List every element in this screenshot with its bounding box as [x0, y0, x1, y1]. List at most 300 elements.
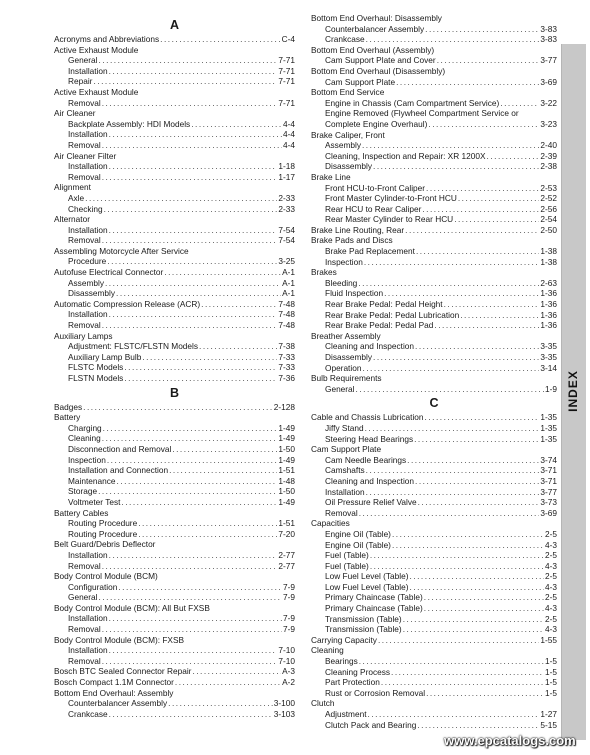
page-reference[interactable]: 1-55: [540, 634, 557, 645]
entry-title: Fuel (Table): [325, 550, 369, 561]
index-subentry[interactable]: [311, 352, 557, 363]
index-subentry[interactable]: [54, 204, 295, 215]
page-reference[interactable]: 7-48: [278, 309, 295, 320]
page-reference[interactable]: 3-22: [540, 97, 557, 108]
page-reference[interactable]: 7-71: [278, 97, 295, 108]
page-reference[interactable]: 3-69: [540, 76, 557, 87]
page-reference[interactable]: 2-39: [540, 150, 557, 161]
entry-title: Part Protection: [325, 677, 380, 688]
page-reference[interactable]: 2-33: [278, 192, 295, 203]
dot-leader: [426, 183, 539, 194]
index-entry[interactable]: [311, 66, 557, 77]
entry-title: Inspection: [68, 454, 106, 465]
entry-title: Brake Line Routing, Rear: [311, 224, 405, 235]
index-subentry[interactable]: [54, 465, 295, 476]
index-subentry[interactable]: [311, 624, 557, 635]
dot-leader: [392, 540, 544, 551]
page-reference[interactable]: 7-48: [278, 320, 295, 331]
page-reference[interactable]: 3-77: [540, 55, 557, 66]
page-reference[interactable]: 7-33: [278, 362, 295, 373]
page-reference[interactable]: 3-83: [540, 34, 557, 45]
index-subentry[interactable]: [311, 108, 557, 119]
index-subentry[interactable]: [311, 561, 557, 572]
dot-leader: [458, 193, 540, 204]
index-subentry[interactable]: [311, 688, 557, 699]
page-reference[interactable]: 4-3: [545, 560, 557, 571]
dot-leader: [124, 373, 277, 384]
page-reference[interactable]: C-4: [281, 34, 295, 44]
dot-leader: [437, 55, 540, 66]
index-subentry[interactable]: [311, 320, 557, 331]
index-entry[interactable]: [311, 13, 557, 24]
entry-title: Counterbalancer Assembly: [68, 698, 168, 709]
entry-title: Routing Procedure: [68, 528, 138, 539]
index-entry[interactable]: [311, 444, 557, 455]
index-subentry[interactable]: [311, 455, 557, 466]
page-reference[interactable]: 1-49: [278, 496, 295, 507]
entry-title: Jiffy Stand: [325, 422, 364, 433]
index-subentry[interactable]: [311, 476, 557, 487]
index-subentry[interactable]: [54, 278, 295, 289]
page-reference[interactable]: 2-63: [540, 277, 557, 288]
index-subentry[interactable]: [54, 529, 295, 540]
page-reference[interactable]: 1-5: [545, 656, 557, 667]
page-reference[interactable]: 4-4: [283, 129, 295, 140]
index-tab-label: [560, 366, 586, 416]
entry-title: Rear Brake Pedal: Pedal Lubrication: [325, 309, 460, 320]
page-reference[interactable]: 2-5: [545, 550, 557, 561]
page-reference[interactable]: 1-36: [540, 299, 557, 310]
page-reference[interactable]: 1-36: [540, 288, 557, 299]
index-subentry[interactable]: [311, 497, 557, 508]
index-entry[interactable]: [311, 45, 557, 56]
index-subentry[interactable]: [311, 603, 557, 614]
dot-leader: [164, 267, 281, 278]
index-subentry[interactable]: [311, 77, 557, 88]
dot-leader: [109, 709, 273, 720]
entry-title: Body Control Module (BCM): [54, 571, 158, 582]
index-entry[interactable]: [54, 34, 295, 45]
index-subentry[interactable]: [54, 497, 295, 508]
entry-title: Cleaning, Inspection and Repair: XR 1200X: [325, 150, 486, 161]
index-subentry[interactable]: [54, 433, 295, 444]
page-reference[interactable]: 1-38: [540, 246, 557, 257]
page-reference[interactable]: 2-40: [540, 140, 557, 151]
index-subentry[interactable]: [54, 66, 295, 77]
index-entry[interactable]: [54, 267, 295, 278]
index-subentry[interactable]: [311, 423, 557, 434]
entry-title: General: [68, 592, 98, 603]
page-reference[interactable]: A-3: [282, 666, 295, 677]
page-reference[interactable]: 1-48: [278, 475, 295, 486]
index-entry[interactable]: [311, 130, 557, 141]
index-subentry[interactable]: [311, 140, 557, 151]
page-reference[interactable]: 1-18: [278, 161, 295, 172]
index-entry[interactable]: [311, 225, 557, 236]
index-subentry[interactable]: [54, 362, 295, 373]
entry-title: Clutch Pack and Bearing: [325, 719, 417, 730]
index-entry[interactable]: [54, 539, 295, 550]
index-subentry[interactable]: [54, 486, 295, 497]
page-reference[interactable]: 3-23: [540, 118, 557, 129]
index-subentry[interactable]: [311, 183, 557, 194]
index-subentry[interactable]: [54, 320, 295, 331]
page-reference[interactable]: 7-9: [283, 581, 295, 592]
page-reference[interactable]: 2-50: [540, 224, 557, 235]
page-reference[interactable]: 2-128: [273, 401, 295, 412]
page-reference[interactable]: 1-49: [278, 454, 295, 465]
page-reference[interactable]: 3-35: [540, 341, 557, 352]
dot-leader: [444, 299, 540, 310]
index-entry[interactable]: [311, 172, 557, 183]
dot-leader: [365, 423, 540, 434]
page-reference[interactable]: 1-49: [278, 433, 295, 444]
index-subentry[interactable]: [311, 246, 557, 257]
dot-leader: [83, 402, 273, 413]
page-reference[interactable]: 1-27: [540, 709, 557, 719]
index-entry[interactable]: [54, 603, 295, 614]
page-reference[interactable]: 1-35: [540, 433, 557, 444]
index-subentry[interactable]: [311, 656, 557, 667]
page-reference[interactable]: A-2: [282, 677, 295, 688]
page-reference[interactable]: 3-14: [540, 362, 557, 373]
dot-leader: [359, 656, 544, 667]
page-reference[interactable]: 2-56: [540, 203, 557, 214]
page-reference[interactable]: 1-49: [278, 422, 295, 433]
page-reference[interactable]: 2-5: [545, 571, 557, 582]
page-reference[interactable]: 7-20: [278, 528, 295, 539]
page-reference[interactable]: 7-54: [278, 235, 295, 246]
index-subentry[interactable]: [311, 299, 557, 310]
dot-leader: [169, 465, 277, 476]
index-subentry[interactable]: [54, 518, 295, 529]
page-reference[interactable]: 7-33: [278, 351, 295, 362]
index-subentry[interactable]: [54, 423, 295, 434]
index-entry[interactable]: [311, 373, 557, 384]
dot-leader: [93, 76, 277, 87]
entry-title: Front HCU-to-Front Caliper: [325, 182, 426, 193]
index-entry[interactable]: [54, 45, 295, 56]
entry-title: Auxiliary Lamps: [54, 330, 113, 341]
index-subentry[interactable]: [311, 341, 557, 352]
page-reference[interactable]: 1-9: [545, 383, 557, 394]
index-entry[interactable]: [54, 299, 295, 310]
page-reference[interactable]: 1-17: [278, 171, 295, 182]
index-subentry[interactable]: [54, 373, 295, 384]
page-reference[interactable]: 7-54: [278, 224, 295, 235]
entry-title: Checking: [68, 203, 103, 214]
index-subentry[interactable]: [311, 465, 557, 476]
index-entry[interactable]: [54, 108, 295, 119]
index-entry[interactable]: [311, 331, 557, 342]
page-reference[interactable]: A-1: [282, 277, 295, 288]
page-reference[interactable]: 4-3: [545, 539, 557, 550]
page-reference[interactable]: 7-10: [278, 655, 295, 666]
page-reference[interactable]: A-1: [282, 267, 295, 278]
index-subentry[interactable]: [54, 444, 295, 455]
entry-title: Bottom End Overhaul (Disassembly): [311, 65, 446, 76]
entry-title: Installation: [68, 613, 108, 624]
index-subentry[interactable]: [311, 161, 557, 172]
page-reference[interactable]: 3-69: [540, 507, 557, 518]
page-reference[interactable]: 3-73: [540, 497, 557, 508]
index-subentry[interactable]: [311, 119, 557, 130]
page-reference[interactable]: 3-35: [540, 352, 557, 362]
index-subentry[interactable]: [54, 624, 295, 635]
index-entry[interactable]: [54, 688, 295, 699]
index-subentry[interactable]: [54, 341, 295, 352]
page-reference[interactable]: 2-5: [545, 613, 557, 624]
index-subentry[interactable]: [54, 709, 295, 720]
page-reference[interactable]: 2-5: [545, 528, 557, 539]
index-entry[interactable]: [54, 246, 295, 257]
dot-leader: [85, 193, 277, 204]
entry-title: Disassembly: [325, 161, 373, 172]
page-reference[interactable]: 4-3: [545, 624, 557, 635]
index-subentry[interactable]: [311, 529, 557, 540]
index-subentry[interactable]: [54, 550, 295, 561]
index-subentry[interactable]: [54, 172, 295, 183]
dot-leader: [172, 444, 277, 455]
index-subentry[interactable]: [54, 352, 295, 363]
page-reference[interactable]: 2-5: [545, 592, 557, 603]
page-reference[interactable]: 1-50: [278, 486, 295, 497]
page-reference[interactable]: 2-33: [278, 203, 295, 214]
entry-title: Installation and Connection: [68, 465, 169, 476]
page-reference[interactable]: 7-10: [278, 645, 295, 656]
index-subentry[interactable]: [311, 571, 557, 582]
entry-title: Bottom End Overhaul (Assembly): [311, 44, 435, 55]
index-subentry[interactable]: [311, 204, 557, 215]
dot-leader: [370, 561, 544, 572]
index-subentry[interactable]: [311, 540, 557, 551]
entry-title: Fuel (Table): [325, 560, 369, 571]
index-entry[interactable]: [54, 571, 295, 582]
page-reference[interactable]: 2-38: [540, 161, 557, 172]
index-subentry[interactable]: [54, 140, 295, 151]
dot-leader: [102, 624, 282, 635]
index-subentry[interactable]: [311, 257, 557, 268]
page-reference[interactable]: 3-71: [540, 475, 557, 486]
index-subentry[interactable]: [311, 98, 557, 109]
dot-leader: [199, 341, 277, 352]
page-reference[interactable]: 1-5: [545, 677, 557, 688]
dot-leader: [102, 140, 282, 151]
index-subentry[interactable]: [311, 310, 557, 321]
index-subentry[interactable]: [54, 76, 295, 87]
index-subentry[interactable]: [311, 193, 557, 204]
page-reference[interactable]: 7-48: [278, 298, 295, 309]
index-subentry[interactable]: [311, 24, 557, 35]
index-subentry[interactable]: [54, 129, 295, 140]
page-reference[interactable]: 3-25: [278, 256, 295, 267]
page-reference[interactable]: 5-15: [540, 719, 557, 730]
index-subentry[interactable]: [311, 550, 557, 561]
page-reference[interactable]: 2-53: [540, 182, 557, 193]
entry-title: General: [325, 383, 355, 394]
entry-title: Brake Caliper, Front: [311, 129, 385, 140]
entry-title: Charging: [68, 422, 102, 433]
page-reference[interactable]: 7-71: [278, 65, 295, 76]
page-reference[interactable]: 4-4: [283, 118, 295, 129]
index-subentry[interactable]: [311, 677, 557, 688]
dot-leader: [500, 98, 539, 109]
index-entry[interactable]: [311, 87, 557, 98]
dot-leader: [424, 603, 544, 614]
index-subentry[interactable]: [311, 582, 557, 593]
page-reference[interactable]: 7-9: [283, 613, 295, 624]
page-reference[interactable]: 3-77: [540, 486, 557, 497]
index-entry[interactable]: [54, 508, 295, 519]
dot-leader: [103, 423, 278, 434]
entry-title: Body Control Module (BCM): FXSB: [54, 634, 185, 645]
index-subentry[interactable]: [311, 214, 557, 225]
index-entry[interactable]: [311, 267, 557, 278]
page-reference[interactable]: 1-51: [278, 465, 295, 476]
page-reference[interactable]: 3-100: [273, 698, 295, 709]
page-reference[interactable]: 4-3: [545, 603, 557, 614]
page-reference[interactable]: 7-9: [283, 592, 295, 603]
index-subentry[interactable]: [311, 151, 557, 162]
index-entry[interactable]: [311, 518, 557, 529]
index-subentry[interactable]: [54, 476, 295, 487]
entry-title: Cam Support Plate and Cover: [325, 55, 436, 66]
page-reference[interactable]: 1-36: [540, 309, 557, 320]
index-subentry[interactable]: [311, 34, 557, 45]
page-reference[interactable]: 1-35: [540, 422, 557, 433]
index-subentry[interactable]: [54, 119, 295, 130]
page-reference[interactable]: 2-52: [540, 193, 557, 204]
index-entry[interactable]: [54, 402, 295, 413]
page-reference[interactable]: 7-71: [278, 55, 295, 66]
index-entry[interactable]: [311, 635, 557, 646]
index-subentry[interactable]: [311, 55, 557, 66]
entry-title: Removal: [325, 507, 358, 518]
index-subentry[interactable]: [311, 363, 557, 374]
index-tab-text: INDEX: [566, 370, 580, 412]
entry-title: General: [68, 55, 98, 66]
entry-title: Maintenance: [68, 475, 116, 486]
index-subentry[interactable]: [54, 256, 295, 267]
page-reference[interactable]: 7-36: [278, 373, 295, 383]
index-subentry[interactable]: [311, 720, 557, 731]
page-reference[interactable]: 3-103: [273, 708, 295, 719]
page-reference[interactable]: 1-36: [540, 320, 557, 331]
index-entry[interactable]: [54, 666, 295, 677]
index-entry[interactable]: [54, 331, 295, 342]
page-reference[interactable]: 4-4: [283, 139, 295, 150]
index-subentry[interactable]: [54, 235, 295, 246]
entry-title: FLSTN Models: [68, 373, 124, 383]
page-reference[interactable]: 1-5: [545, 687, 557, 698]
page-reference[interactable]: 3-74: [540, 454, 557, 465]
entry-title: Crankcase: [68, 708, 108, 719]
index-subentry[interactable]: [311, 288, 557, 299]
page-reference[interactable]: 1-35: [540, 412, 557, 423]
entry-title: FLSTC Models: [68, 362, 124, 373]
page-reference[interactable]: 3-71: [540, 465, 557, 476]
index-subentry[interactable]: [311, 384, 557, 395]
watermark-text: www.epcatalogs.com: [444, 733, 576, 748]
index-subentry[interactable]: [311, 592, 557, 603]
page-reference[interactable]: 1-51: [278, 518, 295, 529]
index-subentry[interactable]: [54, 645, 295, 656]
page-reference[interactable]: 2-77: [278, 549, 295, 560]
index-subentry[interactable]: [54, 455, 295, 466]
index-subentry[interactable]: [311, 614, 557, 625]
index-subentry[interactable]: [311, 487, 557, 498]
index-entry[interactable]: [54, 412, 295, 423]
index-subentry[interactable]: [311, 508, 557, 519]
dot-leader: [454, 214, 539, 225]
entry-title: Alignment: [54, 182, 91, 193]
entry-title: Removal: [68, 320, 101, 331]
page-reference[interactable]: 1-38: [540, 256, 557, 267]
page-reference[interactable]: 4-3: [545, 581, 557, 592]
page-reference[interactable]: 7-38: [278, 341, 295, 352]
index-subentry[interactable]: [311, 278, 557, 289]
page-reference[interactable]: 7-71: [278, 76, 295, 87]
index-entry[interactable]: [311, 412, 557, 423]
index-entry[interactable]: [54, 214, 295, 225]
page-reference[interactable]: 7-9: [283, 624, 295, 635]
index-entry[interactable]: [311, 645, 557, 656]
index-subentry[interactable]: [54, 55, 295, 66]
index-subentry[interactable]: [311, 709, 557, 720]
index-entry[interactable]: [54, 182, 295, 193]
index-subentry[interactable]: [54, 592, 295, 603]
page-reference[interactable]: 1-5: [545, 666, 557, 677]
index-subentry[interactable]: [54, 288, 295, 299]
entry-title: Installation: [68, 161, 108, 172]
entry-title: Installation: [68, 549, 108, 560]
page-reference[interactable]: 2-54: [540, 214, 557, 225]
index-subentry[interactable]: [54, 193, 295, 204]
dot-leader: [364, 257, 540, 268]
index-subentry[interactable]: [54, 656, 295, 667]
index-subentry[interactable]: [54, 161, 295, 172]
entry-title: Disconnection and Removal: [68, 443, 172, 454]
dot-leader: [175, 677, 281, 688]
index-subentry[interactable]: [54, 98, 295, 109]
index-subentry[interactable]: [311, 434, 557, 445]
page-reference[interactable]: A-1: [282, 288, 295, 299]
dot-leader: [403, 624, 544, 635]
index-entry[interactable]: [54, 87, 295, 98]
index-subentry[interactable]: [54, 613, 295, 624]
index-entry[interactable]: [54, 151, 295, 162]
page-reference[interactable]: 2-77: [278, 560, 295, 571]
page-reference[interactable]: 3-83: [540, 23, 557, 34]
index-column-left: [54, 16, 295, 719]
entry-title: Brake Line: [311, 171, 351, 182]
index-entry[interactable]: [311, 235, 557, 246]
index-subentry[interactable]: [54, 582, 295, 593]
entry-title: Cam Needle Bearings: [325, 454, 407, 465]
index-entry[interactable]: [54, 677, 295, 688]
index-subentry[interactable]: [54, 225, 295, 236]
index-entry[interactable]: [54, 635, 295, 646]
dot-leader: [422, 204, 539, 215]
index-subentry[interactable]: [54, 309, 295, 320]
index-subentry[interactable]: [311, 667, 557, 678]
index-subentry[interactable]: [54, 698, 295, 709]
index-entry[interactable]: [311, 698, 557, 709]
index-subentry[interactable]: [54, 561, 295, 572]
entry-title: Cleaning Process: [325, 666, 391, 677]
dot-leader: [368, 709, 540, 720]
page-reference[interactable]: 1-50: [278, 443, 295, 454]
